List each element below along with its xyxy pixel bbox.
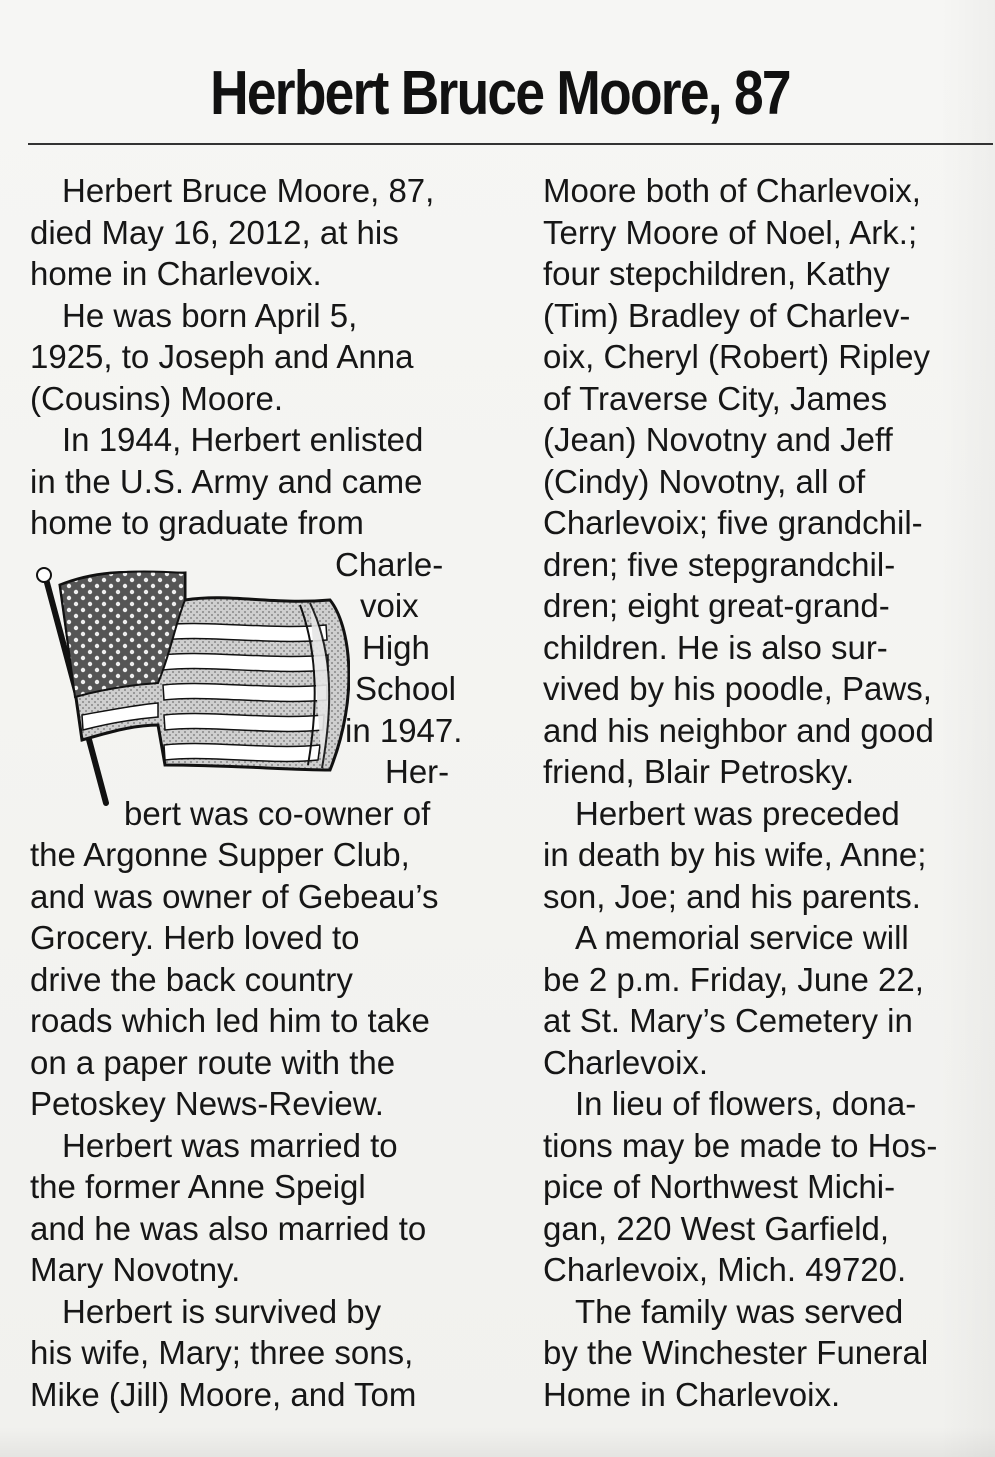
text-line: The family was served [575, 1292, 904, 1330]
american-flag-illustration [30, 565, 350, 810]
text-line: Grocery. Herb loved to [30, 919, 360, 956]
text-line: Herbert is survived by [62, 1292, 382, 1330]
text-line: In 1944, Herbert enlisted [62, 421, 424, 458]
text-line: He was born April 5, [62, 296, 358, 334]
flag-icon [30, 565, 350, 810]
text-line: Her- [385, 753, 450, 790]
text-line: in death by his wife, Anne; [543, 836, 927, 873]
text-line: by the Winchester Funeral [543, 1334, 929, 1371]
text-line: dren; five stepgrandchil- [543, 545, 896, 583]
text-line: Herbert was married to [62, 1126, 398, 1164]
text-line: Home in Charlevoix. [543, 1375, 841, 1413]
text-line: his wife, Mary; three sons, [30, 1334, 414, 1371]
page-edge-shadow [940, 0, 995, 1457]
text-line: (Cindy) Novotny, all of [543, 462, 866, 500]
text-line: in 1947. [345, 711, 463, 749]
text-line: Herbert was preceded [575, 794, 900, 832]
text-line: at St. Mary’s Cemetery in [543, 1002, 913, 1039]
text-line: home to graduate from [30, 504, 364, 541]
text-line: (Tim) Bradley of Charlev- [543, 296, 911, 334]
text-line: 1925, to Joseph and Anna [30, 338, 414, 375]
text-line: and was owner of Gebeau’s [30, 877, 439, 915]
text-line: High [362, 628, 430, 666]
text-line: dren; eight great-grand- [543, 587, 890, 624]
text-line: son, Joe; and his parents. [543, 877, 921, 915]
text-line: School [355, 670, 456, 707]
text-line: Charlevoix; five grandchil- [543, 504, 923, 541]
text-line: friend, Blair Petrosky. [543, 753, 855, 790]
text-line: the former Anne Speigl [30, 1168, 366, 1205]
text-line: home in Charlevoix. [30, 255, 322, 292]
text-line: gan, 220 West Garfield, [543, 1209, 890, 1247]
text-line: Moore both of Charlevoix, [543, 172, 921, 209]
text-line: vived by his poodle, Paws, [543, 670, 932, 707]
text-line: in the U.S. Army and came [30, 462, 423, 500]
text-line: Herbert Bruce Moore, 87, [62, 172, 435, 209]
text-line: children. He is also sur- [543, 628, 888, 666]
bottom-edge-shadow [0, 1427, 995, 1457]
obituary-headline: Herbert Bruce Moore, 87 [210, 59, 790, 128]
text-line: Mary Novotny. [30, 1251, 241, 1288]
text-line: oix, Cheryl (Robert) Ripley [543, 338, 930, 375]
text-line: (Cousins) Moore. [30, 379, 284, 417]
text-line: of Traverse City, James [543, 379, 888, 417]
text-line: Terry Moore of Noel, Ark.; [543, 213, 918, 251]
text-line: Charle- [335, 545, 444, 583]
text-line: drive the back country [30, 960, 353, 998]
text-line: A memorial service will [575, 919, 909, 956]
text-line: on a paper route with the [30, 1043, 396, 1081]
text-line: four stepchildren, Kathy [543, 255, 890, 292]
text-line: and his neighbor and good [543, 711, 934, 749]
text-line: Charlevoix. [543, 1043, 709, 1081]
text-line: the Argonne Supper Club, [30, 836, 410, 873]
text-line: In lieu of flowers, dona- [575, 1085, 917, 1122]
text-line: tions may be made to Hos- [543, 1126, 938, 1164]
text-line: pice of Northwest Michi- [543, 1168, 896, 1205]
text-line: (Jean) Novotny and Jeff [543, 421, 893, 458]
right-column [543, 170, 995, 1415]
text-line: Mike (Jill) Moore, and Tom [30, 1375, 417, 1413]
text-line: and he was also married to [30, 1209, 427, 1247]
text-line: voix [360, 587, 419, 624]
text-line: roads which led him to take [30, 1002, 430, 1039]
text-line: died May 16, 2012, at his [30, 213, 399, 251]
text-line: Charlevoix, Mich. 49720. [543, 1251, 907, 1288]
text-line: bert was co-owner of [124, 794, 431, 832]
text-line: be 2 p.m. Friday, June 22, [543, 960, 924, 998]
text-line: Petoskey News-Review. [30, 1085, 384, 1122]
headline-rule [28, 143, 993, 145]
